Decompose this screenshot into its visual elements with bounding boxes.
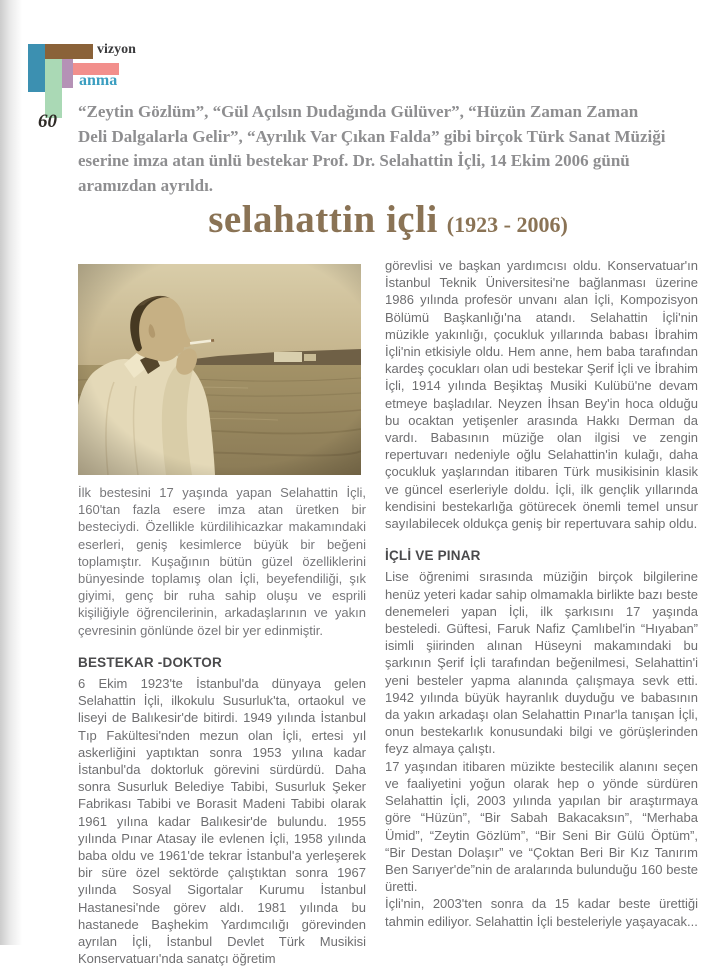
right-column-paragraph-1: görevlisi ve başkan yardımcısı oldu. Konservatuar'ın İstanbul Teknik Üniversitesi'ne bağlanması üzerine 1986 yılında profesör unvanı alan İçli, Kompozisyon Bölümü Başkanlığı'na atandı. Selahattin İçli'nin müzikle yakınlığı, çocukluk yıllarında babası İbrahim İçli'nin etkisiyle oldu. Hem anne, hem baba tarafından kardeş çocukları olan udi bestekar Şerif İçli ve İbrahim İçli, 1914 yılında Beşiktaş Musiki Kulübü'ne devam etmeye başladılar. Neyzen İhsan Bey'in hoca olduğu bu ocaktan yetişenler arasında Hakkı Derman da vardı. Babasının müziğe olan ilgisi ve zengin repertuvarı nedeniyle oğlu Selahattin'in kulağı, daha çocukluk yaşlarından itibaren Türk musikisinin klasik ve güncel eserleriyle doldu. İçli, ilk gençlik yıllarında kendisini bestekarlığa götürecek önemli temel unsur sayılabilecek oldukça geniş bir repertuvara sahip oldu. [385,258,698,532]
photo-illustration [78,264,361,475]
photo-caption: İlk bestesini 17 yaşında yapan Selahattin İçli, 160'tan fazla esere imza atan üretken bir besteciydi. Özellikle kürdilihicazkar makamındaki eserleri, geniş kesimlerce büyük bir beğeni toplamıştır. Kuşağının bütün güzel özelliklerini bünyesinde toplamış olan İçli, beyefendiliği, şık giyimi, genç bir ruha sahip oluşu ve esprili kişiliğiyle öğrencilerinin, arkadaşlarının ve yakın çevresinin gönlünde özel bir yer edinmiştir. [78,485,366,638]
magazine-name-label: vizyon [97,42,136,57]
masthead-brown-block [45,44,93,59]
right-column-paragraph-4: İçli'nin, 2003'ten sonra da 15 kadar beste ürettiği tahmin ediliyor. Selahattin İçli besteleriyle yaşayacak... [385,896,698,929]
right-column-paragraph-3: 17 yaşından itibaren müzikte bestecilik alanını seçen ve faaliyetini yoğun olarak hep o yönde sürdüren Selahattin İçli, 2003 yılında yapılan bir araştırmaya göre “Hüzün”, “Bir Sabah Bakacaksın”, “Merhaba Ümid”, “Zeytin Gözlüm”, “Bir Seni Bir Gülü Öptüm”, “Bir Destan Dolaşır” ve “Çoktan Beri Bir Kız Tanırım Ben Sarıyer'de”nin de aralarında bulunduğu 160 beste üretti. [385,758,698,895]
title-years: (1923 - 2006) [446,212,568,237]
section-heading-bestekar-doktor: BESTEKAR -DOKTOR [78,654,222,670]
section-name-label: anma [79,72,118,89]
masthead-green-block [45,59,62,118]
article-title [78,197,698,242]
page-left-edge-shadow [0,0,22,945]
page-number: 60 [38,111,57,132]
photo-selahattin-icli [78,264,361,475]
left-column-body: 6 Ekim 1923'te İstanbul'da dünyaya gelen Selahattin İçli, ilkokulu Susurluk'ta, ortaokul ve liseyi de Balıkesir'de bitirdi. 1949 yılında İstanbul Tıp Fakültesi'nden mezun olan İçli, ertesi yıl askerliğini yaptıktan sonra 1953 yılına kadar İstanbul'da doktorluk görevini sürdürdü. Daha sonra Susurluk Belediye Tabibi, Susurluk Şeker Fabrikası Tabibi ve Borasit Madeni Tabibi olarak 1961 yılına kadar Balıkesir'de bulundu. 1955 yılında Pınar Atasay ile evlenen İçli, 1958 yılında baba oldu ve 1961'de tekrar İstanbul'a yerleşerek bir süre özel sektörde çalıştıktan sonra 1967 yılında Sosyal Sigortalar Kurumu İstanbul Hastanesi'nde görev aldı. 1981 yılında bu hastanede Başhekim Yardımcılığı görevinden ayrılan İçli, İstanbul Devlet Türk Musikisi Konservatuarı'nda sanatçı öğretim [78,676,366,967]
masthead-purple-block [62,59,73,88]
masthead-teal-block [28,44,45,92]
lead-paragraph: “Zeytin Gözlüm”, “Gül Açılsın Dudağında Gülüver”, “Hüzün Zaman Zaman Deli Dalgalarla Gelir”, “Ayrılık Var Çıkan Falda” gibi birçok Türk Sanat Müziği eserine imza atan ünlü bestekar Prof. Dr. Selahattin İçli, 14 Ekim 2006 günü aramızdan ayrıldı. [78,102,666,195]
title-name: selahattin içli [208,198,438,241]
right-column [385,257,698,930]
left-column [78,484,366,967]
right-column-paragraph-2: Lise öğrenimi sırasında müziğin birçok bilgilerine henüz yeteri kadar sahip olmamakla birlikte bazı beste denemeleri yapan İçli, ilk şarkısını 17 yaşında besteledi. Güftesi, Faruk Nafiz Çamlıbel'in “Hıyaban” isimli şiirinden alınan Hüseyni makamındaki bu şarkının Şerif İçli tarafından beğenilmesi, Selahattin'i yeni besteler yapma alanında çalışmaya sevk etti. 1942 yılında büyük hayranlık duyduğu ve babasının da yakın arkadaşı olan Selahattin Pınar'la tanışan İçli, onun bestekarlık konusundaki bilgi ve görüşlerinden feyz almaya çalıştı. [385,569,698,757]
section-heading-icli-ve-pinar: İÇLİ VE PINAR [385,548,481,564]
